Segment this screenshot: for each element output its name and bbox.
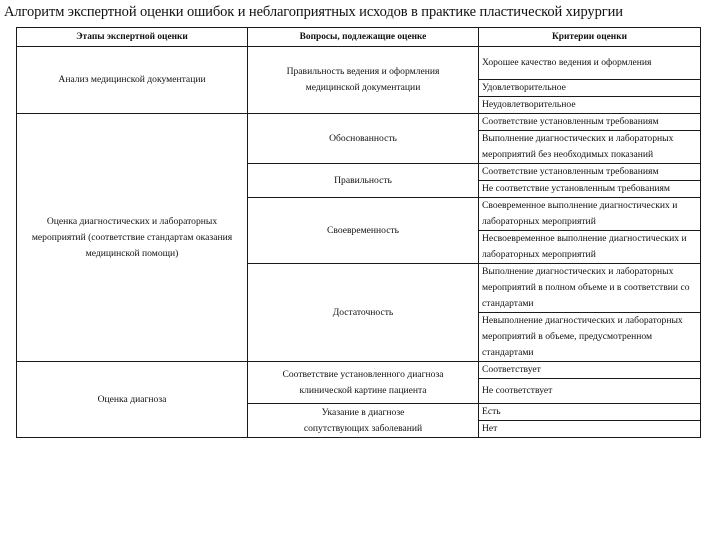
criterion-matches: Соответствует — [479, 362, 701, 379]
question-correctness: Правильность — [248, 164, 479, 198]
header-questions: Вопросы, подлежащие оценке — [248, 28, 479, 47]
criterion-good-quality: Хорошее качество ведения и оформления — [479, 47, 701, 80]
criterion-unjustified-tests: Выполнение диагностических и лабораторных мероприятий без необходимых показаний — [479, 131, 701, 164]
document-title: Алгоритм экспертной оценки ошибок и неблагоприятных исходов в практике пластической хирургии — [4, 4, 623, 20]
table-row — [17, 114, 701, 131]
header-stages: Этапы экспертной оценки — [17, 28, 248, 47]
criterion-timely: Своевременное выполнение диагностических и лабораторных мероприятий — [479, 198, 701, 231]
assessment-table — [16, 27, 701, 438]
criterion-not-matches: Не соответствует — [479, 379, 701, 404]
question-diagnosis-match: Соответствие установленного диагноза клинической картине пациента — [248, 362, 479, 404]
question-timeliness: Своевременность — [248, 198, 479, 264]
criterion-no: Нет — [479, 421, 701, 438]
question-validity: Обоснованность — [248, 114, 479, 164]
header-criteria: Критерии оценки — [479, 28, 701, 47]
criterion-not-meets-requirements: Не соответствие установленным требованиям — [479, 181, 701, 198]
criterion-meets-requirements: Соответствие установленным требованиям — [479, 114, 701, 131]
criterion-unsatisfactory: Неудовлетворительное — [479, 97, 701, 114]
criterion-untimely: Несвоевременное выполнение диагностических и лабораторных мероприятий — [479, 231, 701, 264]
stage-documentation-analysis: Анализ медицинской документации — [17, 47, 248, 114]
question-documentation-quality: Правильность ведения и оформления медицинской документации — [248, 47, 479, 114]
table-row — [17, 362, 701, 379]
criterion-yes: Есть — [479, 404, 701, 421]
question-comorbidities: Указание в диагнозе сопутствующих заболеваний — [248, 404, 479, 438]
question-sufficiency: Достаточность — [248, 264, 479, 362]
criterion-meets-requirements-2: Соответствие установленным требованиям — [479, 164, 701, 181]
criterion-satisfactory: Удовлетворительное — [479, 80, 701, 97]
stage-diagnosis-assessment: Оценка диагноза — [17, 362, 248, 438]
table-row — [17, 47, 701, 80]
criterion-incomplete-scope: Невыполнение диагностических и лабораторных мероприятий в объеме, предусмотренном стандартами — [479, 313, 701, 362]
stage-diagnostics-assessment: Оценка диагностических и лабораторных мероприятий (соответствие стандартам оказания медицинской помощи) — [17, 114, 248, 362]
header-row — [17, 28, 701, 47]
criterion-full-scope: Выполнение диагностических и лабораторных мероприятий в полном объеме и в соответствии со стандартами — [479, 264, 701, 313]
